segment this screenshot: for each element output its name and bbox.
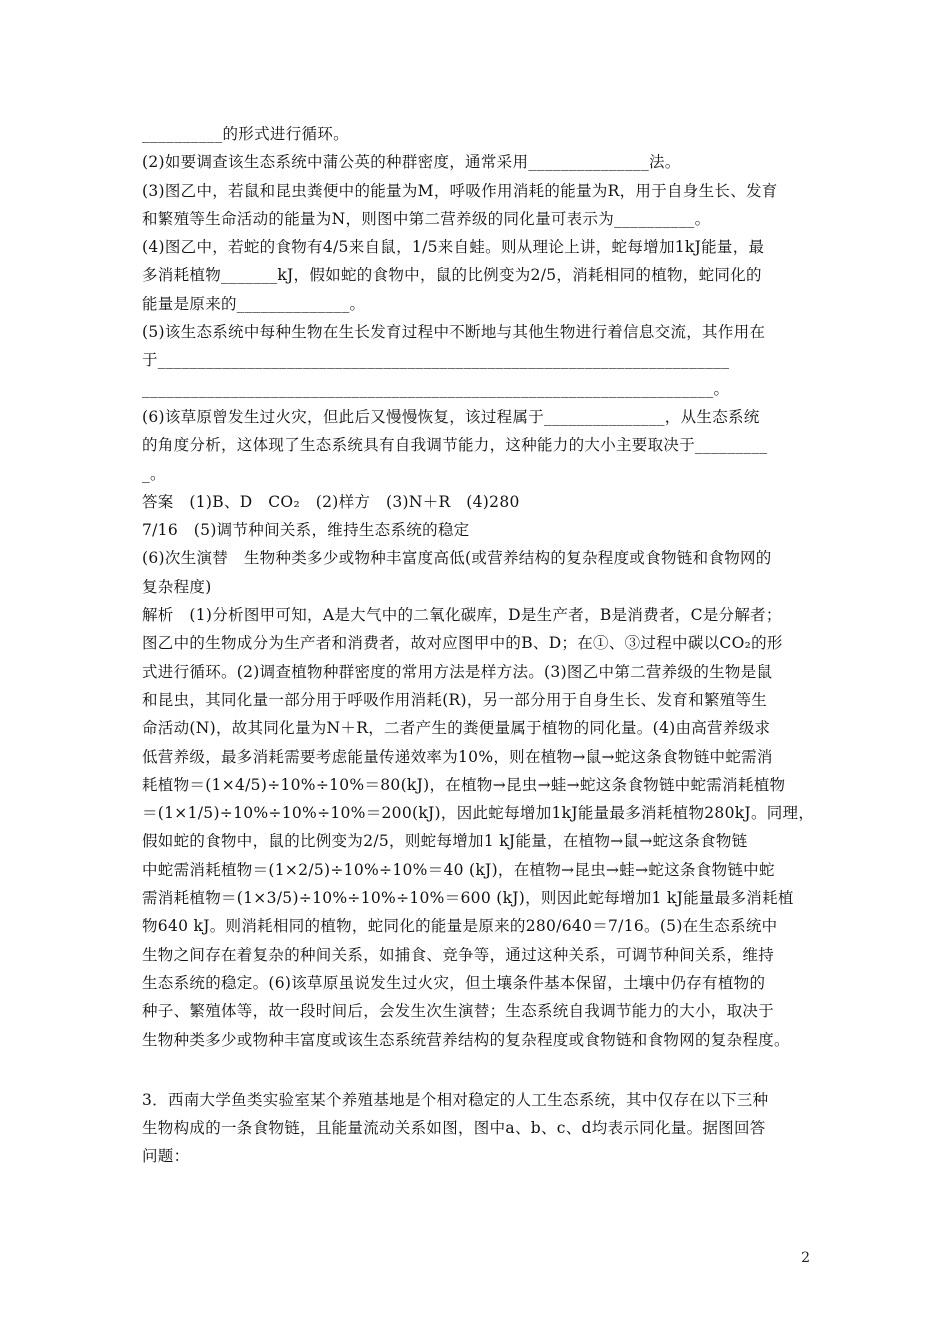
question-3-line: 生物构成的一条食物链，且能量流动关系如图，图中a、b、c、d均表示同化量。据图回答 <box>142 1119 766 1138</box>
text-line: __________的形式进行循环。 <box>142 125 349 143</box>
page-number: 2 <box>801 1250 810 1266</box>
text-line: 于_______________________________________________________________________ <box>142 351 730 370</box>
text-line: 的角度分析，这体现了生态系统具有自我调节能力，这种能力的大小主要取决于_________ <box>142 436 768 455</box>
text-line: (3)图乙中，若鼠和昆虫粪便中的能量为M，呼吸作用消耗的能量为R，用于自身生长、发育 <box>142 181 778 200</box>
answer-line: 答案 (1)B、D CO₂ (2)样方 (3)N＋R (4)280 <box>142 492 520 511</box>
text-line: (6)该草原曾发生过火灾，但此后又慢慢恢复，该过程属于_______________，从生态系统 <box>142 407 760 426</box>
text-line: 多消耗植物_______kJ，假如蛇的食物中，鼠的比例变为2/5，消耗相同的植物，蛇同化的 <box>142 266 762 285</box>
text-line: _______________________________________________________________________。 <box>142 379 730 398</box>
analysis-line: 中蛇需消耗植物＝(1×2/5)÷10%÷10%＝40 (kJ)，在植物→昆虫→蛙→蛇这条食物链中蛇 <box>142 860 775 879</box>
section-gap <box>142 1054 816 1086</box>
analysis-line: 式进行循环。(2)调查植物种群密度的常用方法是样方法。(3)图乙中第二营养级的生物是鼠 <box>142 662 773 681</box>
text-line: (2)如要调查该生态系统中蒲公英的种群密度，通常采用_______________法。 <box>142 153 681 172</box>
question-3-line: 3．西南大学鱼类实验室某个养殖基地是个相对稳定的人工生态系统，其中仅存在以下三种 <box>142 1090 769 1109</box>
text-line: 能量是原来的______________。 <box>142 294 366 313</box>
text-line: (5)该生态系统中每种生物在生长发育过程中不断地与其他生物进行着信息交流，其作用在 <box>142 323 766 342</box>
analysis-line: 解析 (1)分析图甲可知，A是大气中的二氧化碳库，D是生产者，B是消费者，C是分解者； <box>142 606 782 625</box>
analysis-line: 假如蛇的食物中，鼠的比例变为2/5，则蛇每增加1 kJ能量，在植物→鼠→蛇这条食物链 <box>142 832 748 851</box>
analysis-line: ＝(1×1/5)÷10%÷10%÷10%＝200(kJ)，因此蛇每增加1kJ能量最多消耗植物280kJ。同理， <box>142 804 815 823</box>
analysis-line: 生物之间存在着复杂的种间关系，如捕食、竞争等，通过这种关系，可调节种间关系，维持 <box>142 945 775 964</box>
analysis-line: 命活动(N)，故其同化量为N＋R，二者产生的粪便量属于植物的同化量。(4)由高营养级求 <box>142 719 771 738</box>
question-3-line: 问题： <box>142 1147 190 1166</box>
analysis-line: 物640 kJ。则消耗相同的植物，蛇同化的能量是原来的280/640＝7/16。(5)在生态系统中 <box>142 917 778 936</box>
text-line: (4)图乙中，若蛇的食物有4/5来自鼠，1/5来自蛙。则从理论上讲，蛇每增加1kJ能量，最 <box>142 238 765 257</box>
analysis-line: 需消耗植物＝(1×3/5)÷10%÷10%÷10%＝600 (kJ)，则因此蛇每增加1 kJ能量最多消耗植 <box>142 889 794 908</box>
page-content <box>142 120 816 1171</box>
analysis-line: 耗植物＝(1×4/5)÷10%÷10%＝80(kJ)，在植物→昆虫→蛙→蛇这条食物链中蛇需消耗植物 <box>142 775 786 794</box>
analysis-line: 图乙中的生物成分为生产者和消费者，故对应图甲中的B、D；在①、③过程中碳以CO₂的形 <box>142 634 783 653</box>
analysis-line: 生物种类多少或物种丰富度或该生态系统营养结构的复杂程度或食物链和食物网的复杂程度。 <box>142 1030 790 1049</box>
answer-line: 7/16 (5)调节种间关系，维持生态系统的稳定 <box>142 521 470 540</box>
analysis-line: 和昆虫，其同化量一部分用于呼吸作用消耗(R)，另一部分用于自身生长、发育和繁殖等生 <box>142 690 768 709</box>
answer-line: 复杂程度) <box>142 577 212 596</box>
analysis-line: 低营养级，最多消耗需要考虑能量传递效率为10%，则在植物→鼠→蛇这条食物链中蛇需消 <box>142 747 773 766</box>
answer-line: (6)次生演替 生物种类多少或物种丰富度高低(或营养结构的复杂程度或食物链和食物网的 <box>142 549 772 568</box>
analysis-line: 种子、繁殖体等，故一段时间后，会发生次生演替；生态系统自我调节能力的大小，取决于 <box>142 1002 775 1021</box>
text-line: 和繁殖等生命活动的能量为N，则图中第二营养级的同化量可表示为__________。 <box>142 209 711 228</box>
text-line: _。 <box>142 464 166 483</box>
analysis-line: 生态系统的稳定。(6)该草原虽说发生过火灾，但土壤条件基本保留，土壤中仍存有植物的 <box>142 973 766 992</box>
